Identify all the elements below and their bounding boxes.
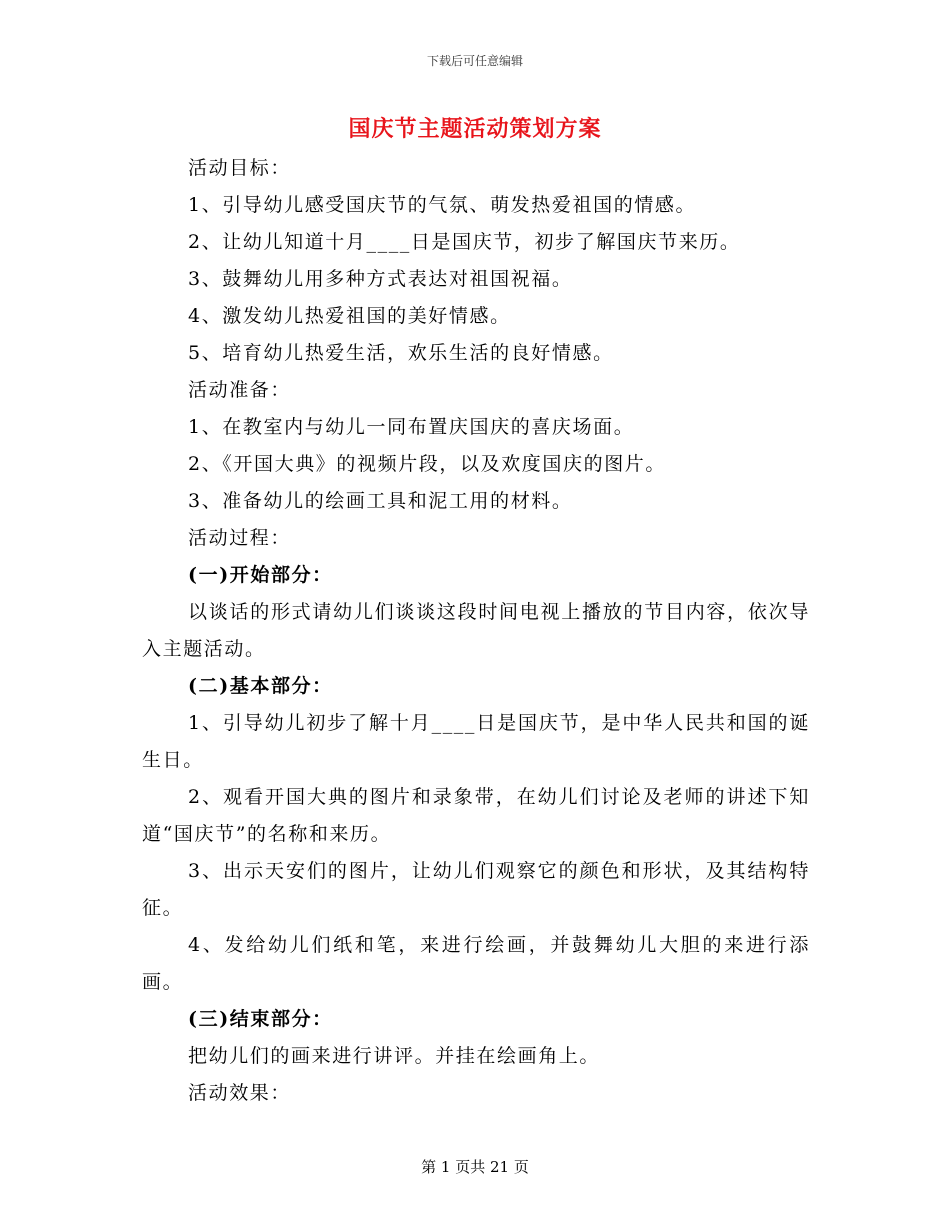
part2-item: 1、引导幼儿初步了解十月____日是国庆节，是中华人民共和国的诞生日。 bbox=[142, 712, 810, 771]
prep-item: 2、《开国大典》的视频片段，以及欢度国庆的图片。 bbox=[188, 453, 666, 475]
prep-heading: 活动准备： bbox=[188, 379, 292, 401]
goal-heading: 活动目标： bbox=[188, 157, 292, 179]
part1-paragraph: 以谈话的形式请幼儿们谈谈这段时间电视上播放的节目内容，依次导入主题活动。 bbox=[142, 601, 810, 660]
effect-heading: 活动效果： bbox=[188, 1082, 292, 1104]
document-title: 国庆节主题活动策划方案 bbox=[348, 116, 602, 142]
part3-heading: (三)结束部分： bbox=[188, 1008, 333, 1030]
part2-item: 3、出示天安们的图片，让幼儿们观察它的颜色和形状，及其结构特征。 bbox=[142, 860, 810, 919]
part2-item: 4、发给幼儿们纸和笔，来进行绘画，并鼓舞幼儿大胆的来进行添画。 bbox=[142, 934, 810, 993]
goal-item: 1、引导幼儿感受国庆节的气氛、萌发热爱祖国的情感。 bbox=[188, 194, 697, 216]
goal-item: 4、激发幼儿热爱祖国的美好情感。 bbox=[188, 305, 511, 327]
part2-item: 2、观看开国大典的图片和录象带，在幼儿们讨论及老师的讲述下知道“国庆节”的名称和来历。 bbox=[142, 786, 810, 845]
header-note: 下载后可任意编辑 bbox=[426, 54, 523, 68]
prep-item: 1、在教室内与幼儿一同布置庆国庆的喜庆场面。 bbox=[188, 416, 635, 438]
part3-paragraph: 把幼儿们的画来进行讲评。并挂在绘画角上。 bbox=[188, 1045, 601, 1067]
goal-item: 5、培育幼儿热爱生活，欢乐生活的良好情感。 bbox=[188, 342, 614, 364]
part1-heading: (一)开始部分： bbox=[188, 564, 333, 586]
goal-item: 2、让幼儿知道十月____日是国庆节，初步了解国庆节来历。 bbox=[188, 231, 741, 253]
part2-heading: (二)基本部分： bbox=[188, 675, 333, 697]
process-heading: 活动过程： bbox=[188, 527, 292, 549]
prep-item: 3、准备幼儿的绘画工具和泥工用的材料。 bbox=[188, 490, 573, 512]
goal-item: 3、鼓舞幼儿用多种方式表达对祖国祝福。 bbox=[188, 268, 573, 290]
page-footer: 第 1 页共 21 页 bbox=[421, 1158, 529, 1176]
document-body bbox=[142, 150, 810, 1112]
